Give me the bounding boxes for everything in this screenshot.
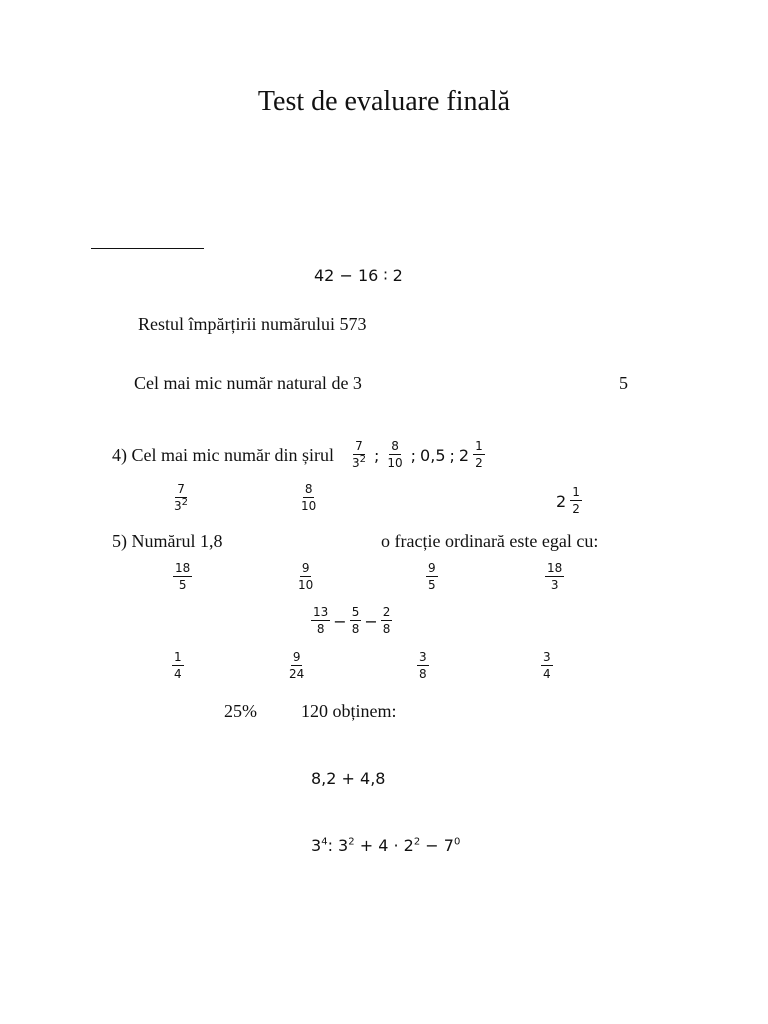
q5-option-a: $\frac{18}{5}$ <box>175 561 191 592</box>
q6-option-c: $\frac{3}{8}$ <box>419 650 427 681</box>
q5-option-c: $\frac{9}{5}$ <box>428 561 436 592</box>
name-blank-line <box>91 248 204 249</box>
question-5-text: 5) Numărul 1,8 <box>112 531 223 551</box>
question-7-text: 120 obținem: <box>301 701 397 721</box>
q5-option-b: $\frac{9}{10}$ <box>298 561 314 592</box>
question-7-percent: 25% <box>224 701 257 721</box>
q6-option-a: $\frac{1}{4}$ <box>174 650 182 681</box>
sequence-mixed-number: 2 $\frac{1}{2}$ <box>458 439 483 470</box>
question-2-text: Restul împărțirii numărului 573 <box>138 314 367 334</box>
page-title: Test de evaluare finală <box>257 86 511 117</box>
sequence-fraction-2: $\frac{8}{10}$ <box>387 439 403 470</box>
q4-option-d: 2 $\frac{1}{2}$ <box>556 485 580 516</box>
expression-9: $3^4$: $3^2 + 4 \cdot 2^2 - 7^0$ <box>311 836 461 855</box>
q5-option-d: $\frac{18}{3}$ <box>547 561 563 592</box>
sequence-fraction-1: $\frac{7}{3^2}$ <box>351 439 366 470</box>
question-6-expression: $\frac{13}{8}$ − $\frac{5}{8}$ − $\frac{2}{8}$ <box>313 605 391 636</box>
question-3-text: Cel mai mic număr natural de 3 <box>134 373 362 393</box>
q6-option-d: $\frac{3}{4}$ <box>543 650 551 681</box>
q4-option-b: $\frac{8}{10}$ <box>301 482 317 513</box>
q6-option-b: $\frac{9}{24}$ <box>289 650 305 681</box>
question-5-text-right: o fracție ordinară este egal cu: <box>381 531 599 551</box>
question-3-right-value: 5 <box>619 373 628 393</box>
expression-1: 42 − 16 ∶ 2 <box>314 266 403 285</box>
question-4-row: 4) Cel mai mic număr din șirul $\frac{7}{3^2}$ ; $\frac{8}{10}$ ; 0,5 ; 2 $\frac{1}{2}$ <box>112 440 487 470</box>
expression-8: 8,2 + 4,8 <box>311 769 386 788</box>
sequence-decimal: 0,5 <box>420 445 446 465</box>
q4-option-a: $\frac{7}{3^2}$ <box>174 482 189 513</box>
question-4-text: 4) Cel mai mic număr din șirul <box>112 444 334 465</box>
